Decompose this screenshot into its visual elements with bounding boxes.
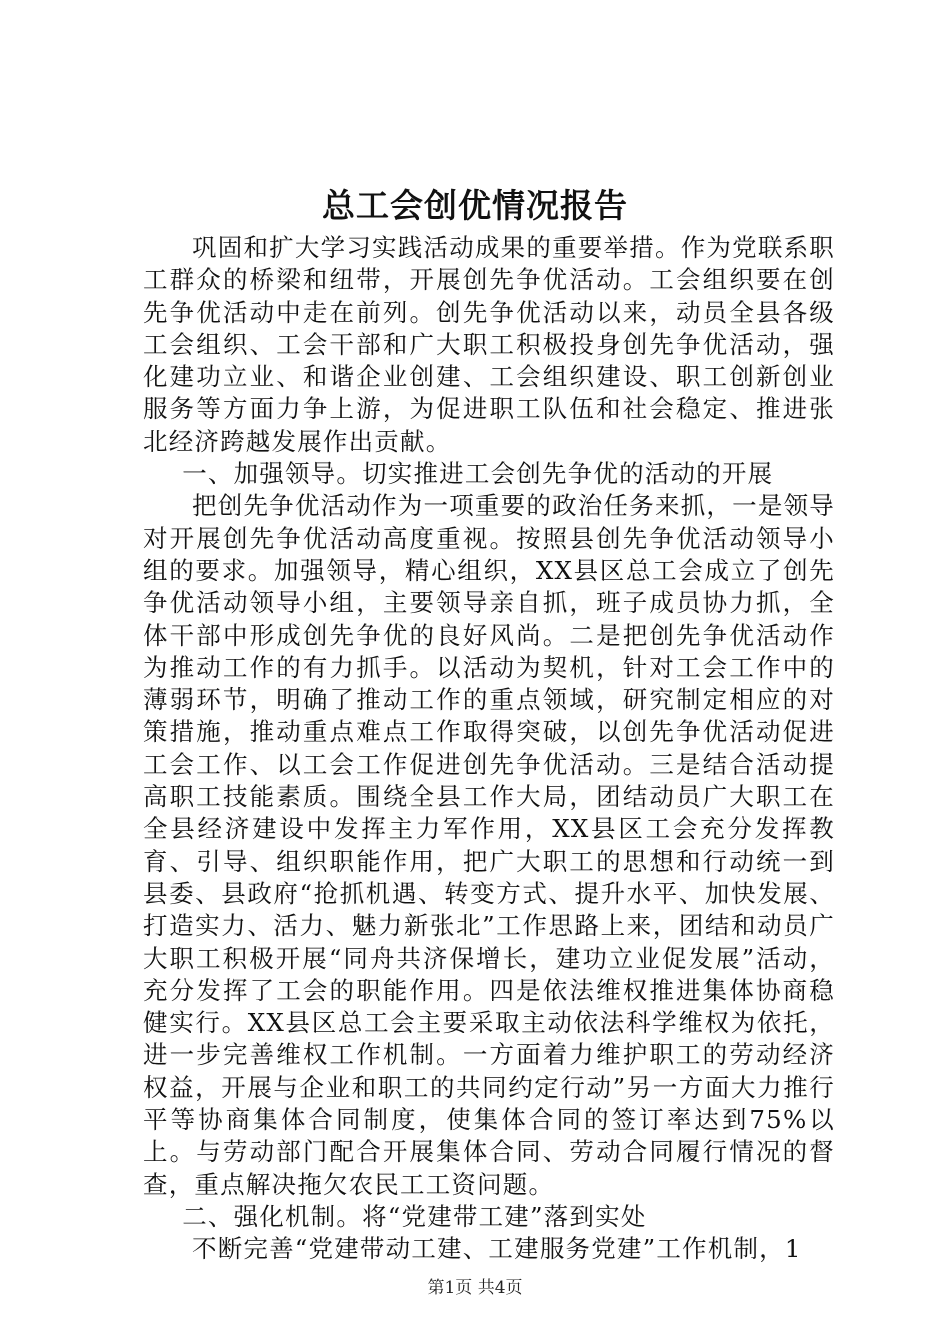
page-footer: 第1页 共4页: [427, 1278, 523, 1298]
section-heading-1: 一、加强领导。切实推进工会创先争优的活动的开展: [182, 459, 774, 489]
document-body: [143, 232, 835, 1266]
section-heading-2: 二、强化机制。将“党建带工建”落到实处: [182, 1201, 647, 1231]
section-2-paragraph: 不断完善“党建带动工建、工建服务党建”工作机制，1: [192, 1234, 802, 1264]
document-title: 总工会创优情况报告: [322, 186, 628, 225]
section-1-paragraph: 把创先争优活动作为一项重要的政治任务来抓，一是领导对开展创先争优活动高度重视。按照县创先争优活动领导小组的要求。加强领导，精心组织，XX县区总工会成立了创先争优活动领导小组，主要领导亲自抓，班子成员协力抓，全体干部中形成创先争优的良好风尚。二是把创先争优活动作为推动工作的有力抓手。以活动为契机，针对工会工作中的薄弱环节，明确了推动工作的重点领域，研究制定相应的对策措施，推动重点难点工作取得突破，以创先争优活动促进工会工作、以工会工作促进创先争优活动。三是结合活动提高职工技能素质。围绕全县工作大局，团结动员广大职工在全县经济建设中发挥主力军作用，XX县区工会充分发挥教育、引导、组织职能作用，把广大职工的思想和行动统一到县委、县政府“抢抓机遇、转变方式、提升水平、加快发展、打造实力、活力、魅力新张北”工作思路上来，团结和动员广大职工积极开展“同舟共济保增长，建功立业促发展”活动，充分发挥了工会的职能作用。四是依法维权推进集体协商稳健实行。XX县区总工会主要采取主动依法科学维权为依托，进一步完善维权工作机制。一方面着力维护职工的劳动经济权益，开展与企业和职工的共同约定行动”另一方面大力推行平等协商集体合同制度，使集体合同的签订率达到75%以上。与劳动部门配合开展集体合同、劳动合同履行情况的督查，重点解决拖欠农民工工资问题。: [143, 491, 835, 1199]
intro-paragraph: 巩固和扩大学习实践活动成果的重要举措。作为党联系职工群众的桥梁和纽带，开展创先争优活动。工会组织要在创先争优活动中走在前列。创先争优活动以来，动员全县各级工会组织、工会干部和广大职工积极投身创先争优活动，强化建功立业、和谐企业创建、工会组织建设、职工创新创业服务等方面力争上游，为促进职工队伍和社会稳定、推进张北经济跨越发展作出贡献。: [143, 233, 835, 456]
